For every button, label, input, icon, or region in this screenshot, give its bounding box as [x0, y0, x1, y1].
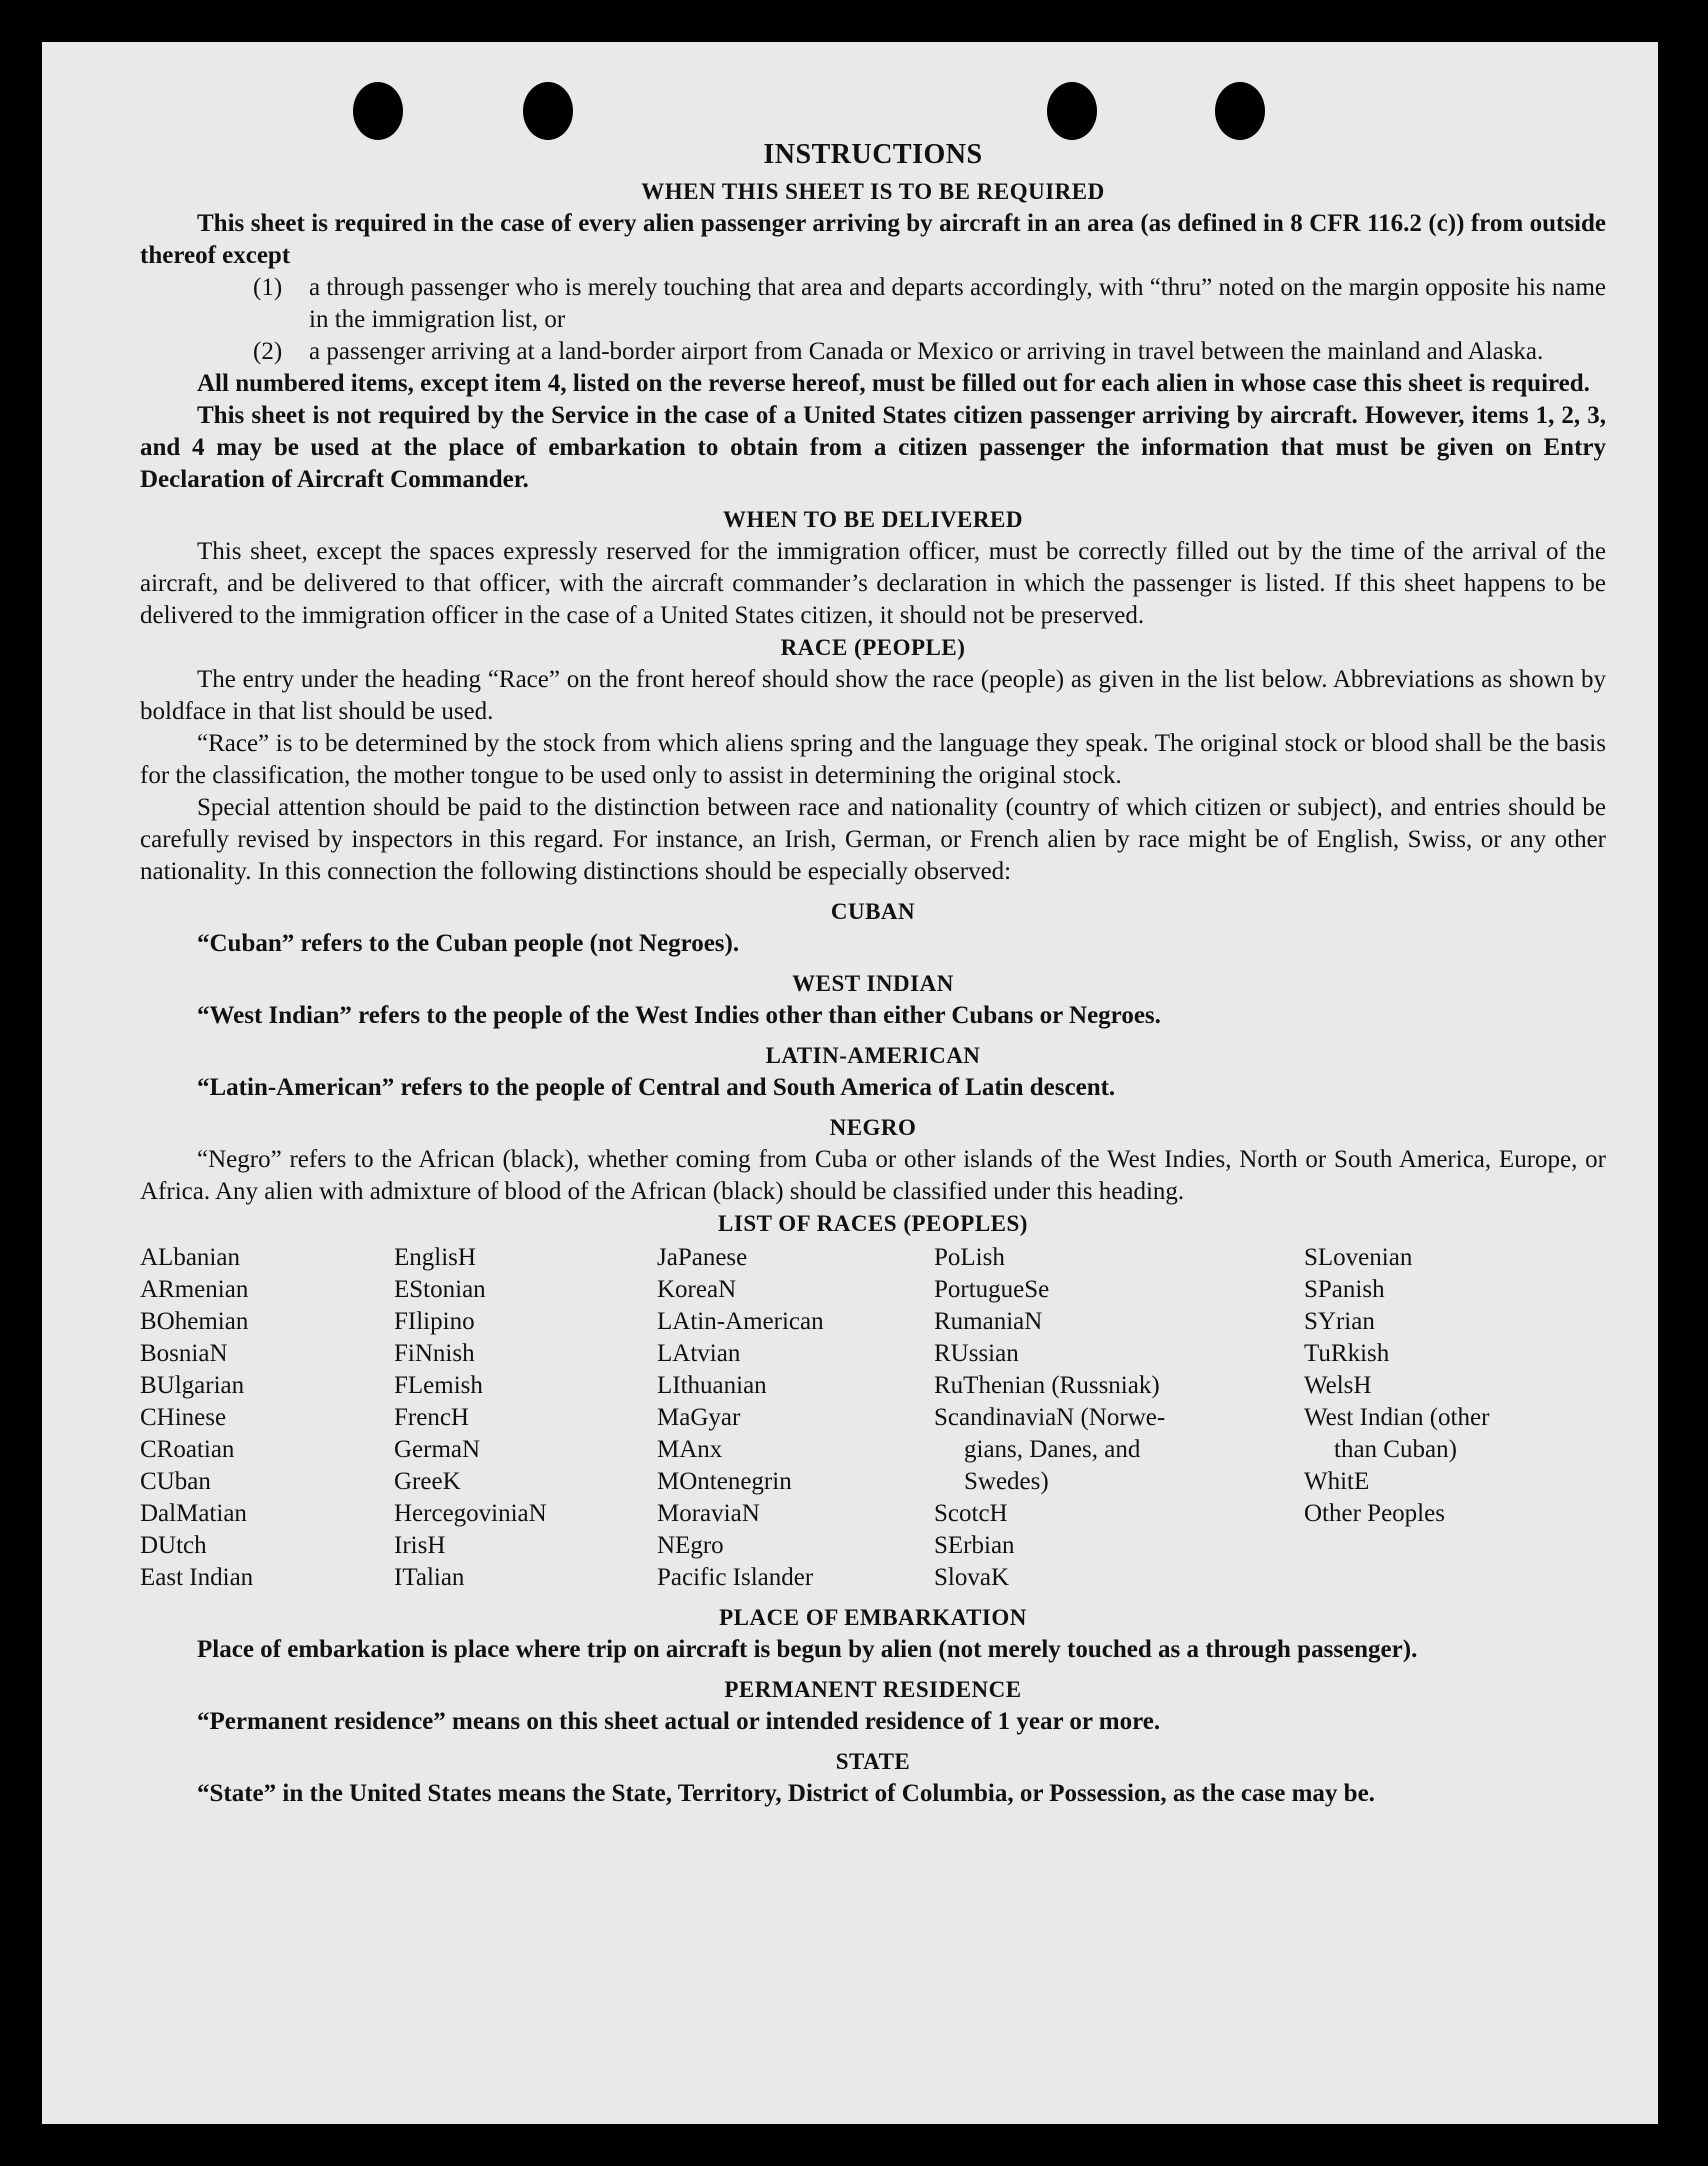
heading-west-indian: WEST INDIAN [792, 971, 954, 996]
heading-when-delivered: WHEN TO BE DELIVERED [723, 507, 1023, 532]
paragraph-embarkation: Place of embarkation is place where trip on aircraft is begun by alien (not merely touched as a through passenger). [197, 1636, 1418, 1663]
race-item: East Indian [140, 1564, 254, 1591]
races-column-4 [934, 1242, 1304, 1594]
paragraph-required: This sheet is required in the case of every alien passenger arriving by aircraft in an area (as defined in 8 CFR 116.2 (c)) from outside thereof except [140, 210, 1606, 269]
race-item: ITalian [394, 1564, 465, 1591]
race-item-continued: than Cuban) [1334, 1436, 1457, 1463]
race-item: EStonian [394, 1276, 486, 1303]
race-item: CHinese [140, 1404, 227, 1431]
paragraph-delivery: This sheet, except the spaces expressly reserved for the immigration officer, must be correctly filled out by the time of the arrival of the aircraft, and be delivered to that officer, with the aircraft commander’s declaration in which the passenger is listed. If this sheet happens to be delivered to the immigration officer in the case of a United States citizen, it should not be preserved. [140, 538, 1606, 629]
item-number: (1) [253, 274, 283, 301]
race-item: MAnx [657, 1436, 723, 1463]
race-item: Pacific Islander [657, 1564, 814, 1591]
paragraph-state: “State” in the United States means the State, Territory, District of Columbia, or Possession, as the case may be. [197, 1780, 1375, 1807]
exception-item-1 [253, 272, 1606, 336]
race-item: LAtvian [657, 1340, 741, 1367]
race-item: FiNnish [394, 1340, 475, 1367]
race-item: RuThenian (Russniak) [934, 1372, 1160, 1399]
race-item: FLemish [394, 1372, 483, 1399]
heading-race: RACE (PEOPLE) [780, 635, 966, 660]
race-item: NEgro [657, 1532, 724, 1559]
race-item: ScandinaviaN (Norwe- [934, 1404, 1166, 1431]
race-item: FIlipino [394, 1308, 475, 1335]
race-item: BOhemian [140, 1308, 249, 1335]
race-item: RUssian [934, 1340, 1019, 1367]
item-text: a through passenger who is merely touching that area and departs accordingly, with “thru” noted on the margin opposite his name in the immigration list, or [309, 274, 1606, 333]
exception-item-2 [253, 336, 1606, 368]
paragraph-west-indian: “West Indian” refers to the people of the West Indies other than either Cubans or Negroes. [197, 1002, 1161, 1029]
race-item: DUtch [140, 1532, 207, 1559]
race-item: CRoatian [140, 1436, 235, 1463]
race-item-continued: gians, Danes, and [964, 1436, 1141, 1463]
race-item: MaGyar [657, 1404, 741, 1431]
paragraph-race-nationality: Special attention should be paid to the distinction between race and nationality (country of which citizen or subject), and entries should be carefully revised by inspectors in this regard. For instance, an Irish, German, or French alien by race might be of English, Swiss, or any other nationality. In this connection the following distinctions should be especially observed: [140, 794, 1606, 885]
race-item: EnglisH [394, 1244, 476, 1271]
race-item: Other Peoples [1304, 1500, 1445, 1527]
heading-state: STATE [835, 1749, 911, 1774]
race-item: SErbian [934, 1532, 1015, 1559]
race-item: JaPanese [657, 1244, 748, 1271]
race-item: DalMatian [140, 1500, 247, 1527]
races-column-2 [394, 1242, 657, 1594]
page-title: INSTRUCTIONS [763, 139, 983, 170]
paragraph-race-stock: “Race” is to be determined by the stock from which aliens spring and the language they speak. The original stock or blood shall be the basis for the classification, the mother tongue to be used only to assist in determining the original stock. [140, 730, 1606, 789]
paragraph-numbered-items: All numbered items, except item 4, listed on the reverse hereof, must be filled out for each alien in whose case this sheet is required. [197, 370, 1590, 397]
heading-cuban: CUBAN [830, 899, 916, 924]
race-item: SLovenian [1304, 1244, 1413, 1271]
race-item: MoraviaN [657, 1500, 760, 1527]
races-column-1 [140, 1242, 394, 1594]
race-item: ScotcH [934, 1500, 1008, 1527]
race-item: WhitE [1304, 1468, 1370, 1495]
item-text: a passenger arriving at a land-border airport from Canada or Mexico or arriving in travel between the mainland and Alaska. [309, 338, 1544, 365]
race-item-continued: Swedes) [964, 1468, 1049, 1495]
heading-list-of-races: LIST OF RACES (PEOPLES) [718, 1211, 1028, 1236]
race-item: WelsH [1304, 1372, 1372, 1399]
race-item: LIthuanian [657, 1372, 767, 1399]
paragraph-residence: “Permanent residence” means on this sheet actual or intended residence of 1 year or more. [197, 1708, 1161, 1735]
heading-when-required: WHEN THIS SHEET IS TO BE REQUIRED [641, 179, 1105, 204]
races-column-3 [657, 1242, 934, 1594]
race-item: PoLish [934, 1244, 1005, 1271]
race-item: BUlgarian [140, 1372, 245, 1399]
race-item: KoreaN [657, 1276, 737, 1303]
races-list [140, 1242, 1606, 1594]
race-item: West Indian (other [1304, 1404, 1490, 1431]
race-item: CUban [140, 1468, 211, 1495]
paragraph-latin-american: “Latin-American” refers to the people of Central and South America of Latin descent. [197, 1074, 1116, 1101]
race-item: SPanish [1304, 1276, 1385, 1303]
race-item: FrencH [394, 1404, 469, 1431]
heading-place-of-embarkation: PLACE OF EMBARKATION [719, 1605, 1027, 1630]
paragraph-citizen: This sheet is not required by the Service in the case of a United States citizen passenger arriving by aircraft. However, items 1, 2, 3, and 4 may be used at the place of embarkation to obtain from a citizen passenger the information that must be given on Entry Declaration of Aircraft Commander. [140, 402, 1606, 493]
race-item: TuRkish [1304, 1340, 1390, 1367]
race-item: HercegoviniaN [394, 1500, 547, 1527]
item-number: (2) [253, 338, 283, 365]
race-item: LAtin-American [657, 1308, 824, 1335]
race-item: ALbanian [140, 1244, 240, 1271]
heading-negro: NEGRO [829, 1115, 917, 1140]
race-item: GermaN [394, 1436, 481, 1463]
race-item: BosniaN [140, 1340, 228, 1367]
instructions-content [140, 132, 1606, 1810]
race-item: MOntenegrin [657, 1468, 792, 1495]
paragraph-cuban: “Cuban” refers to the Cuban people (not Negroes). [197, 930, 740, 957]
race-item: SlovaK [934, 1564, 1009, 1591]
race-item: IrisH [394, 1532, 446, 1559]
race-item: GreeK [394, 1468, 461, 1495]
race-item: RumaniaN [934, 1308, 1043, 1335]
race-item: ARmenian [140, 1276, 249, 1303]
races-column-5 [1304, 1242, 1606, 1594]
heading-permanent-residence: PERMANENT RESIDENCE [724, 1677, 1022, 1702]
race-item: SYrian [1304, 1308, 1375, 1335]
heading-latin-american: LATIN-AMERICAN [765, 1043, 981, 1068]
race-item: PortugueSe [934, 1276, 1050, 1303]
paragraph-race-entry: The entry under the heading “Race” on the front hereof should show the race (people) as given in the list below. Abbreviations as shown by boldface in that list should be used. [140, 666, 1606, 725]
document-page [42, 42, 1658, 2124]
paragraph-negro: “Negro” refers to the African (black), whether coming from Cuba or other islands of the West Indies, North or South America, Europe, or Africa. Any alien with admixture of blood of the African (black) should be classified under this heading. [140, 1146, 1606, 1205]
